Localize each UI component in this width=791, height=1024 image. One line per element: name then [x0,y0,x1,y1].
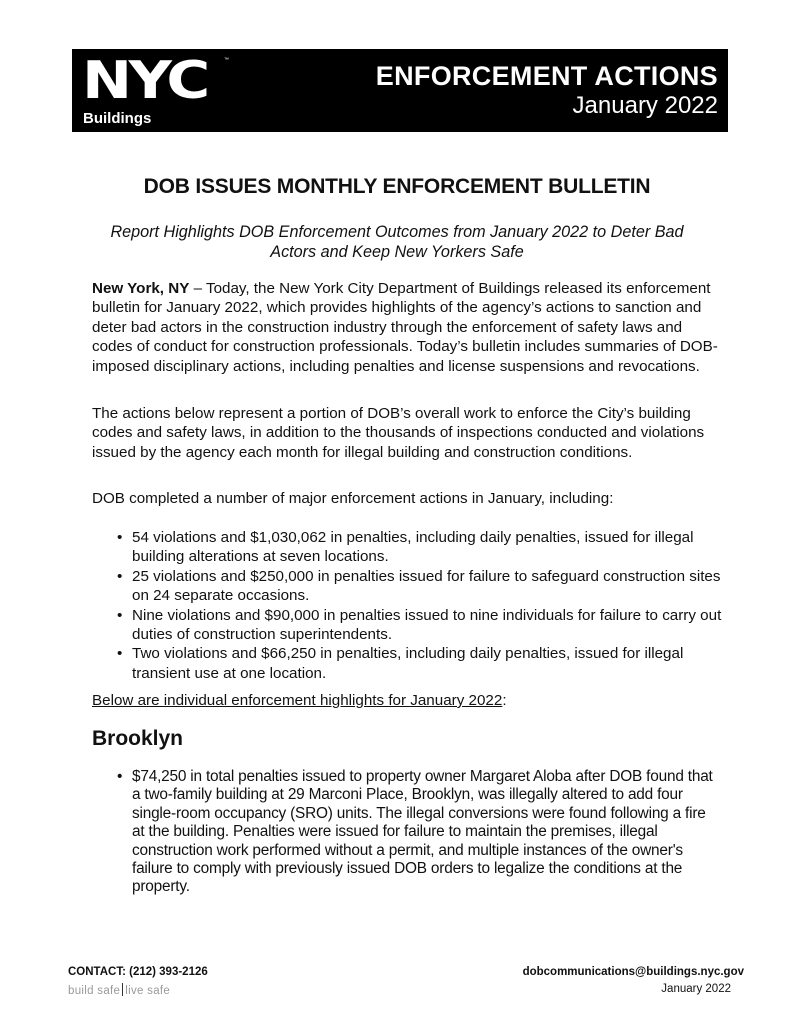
summary-intro-paragraph: DOB completed a number of major enforcement actions in January, including: [92,490,614,507]
dateline: New York, NY [92,280,190,297]
headline: DOB ISSUES MONTHLY ENFORCEMENT BULLETIN [143,175,651,198]
subheadline: Report Highlights DOB Enforcement Outcomes from January 2022 to Deter Bad Actors and Keep New Yorkers Safe [110,223,684,261]
bullet-icon: • [117,529,123,546]
footer-tagline [68,983,170,997]
tagline-live-safe: live safe [125,985,171,997]
context-paragraph: The actions below represent a portion of DOB’s overall work to enforce the City’s building codes and safety laws, in addition to the thousands of inspections conducted and violations issued by the agency each month for illegal building and construction conditions. [92,405,705,461]
bullet-icon: • [117,645,123,663]
tagline-divider [122,983,123,996]
bullet-icon: • [117,768,123,785]
logo-trademark: ™ [224,57,229,63]
summary-bullet [92,644,722,683]
banner-date: January 2022 [572,92,718,119]
summary-bullet [92,606,722,645]
bullet-text: 54 violations and $1,030,062 in penalties, including daily penalties, issued for illegal building alterations at seven locations. [132,529,694,566]
banner-title: ENFORCEMENT ACTIONS [375,61,718,91]
intro-text: – Today, the New York City Department of Buildings released its enforcement bulletin for January 2022, which provides highlights of the agency’s actions to sanction and deter bad actors in the construction industry through the enforcement of safety laws and codes of conduct for construction professionals. Today’s bulletin includes summaries of DOB-imposed disciplinary actions, including penalties and license suspensions and revocations. [92,280,718,375]
footer-contact: CONTACT: (212) 393-2126 [68,966,208,978]
footer-email: dobcommunications@buildings.nyc.gov [522,966,744,978]
summary-bullet [92,528,722,567]
highlights-intro-underlined: Below are individual enforcement highlights for January 2022 [92,692,503,709]
bullet-text: 25 violations and $250,000 in penalties issued for failure to safeguard construction sites on 24 separate occasions. [132,567,721,605]
bullet-text: Two violations and $66,250 in penalties, including daily penalties, issued for illegal transient use at one location. [132,645,684,682]
nyc-buildings-logo [82,51,232,127]
highlights-intro [92,691,507,710]
brooklyn-bullet-list [92,768,722,897]
intro-paragraph [92,279,722,376]
tagline-build-safe: build safe [68,985,121,997]
summary-bullet-list [92,528,722,683]
highlight-bullet [92,768,722,897]
logo-subtitle: Buildings [83,110,152,127]
footer-date: January 2022 [661,983,731,995]
bullet-icon: • [117,567,123,585]
logo-wordmark: NYC [82,51,207,111]
bullet-icon: • [117,606,123,624]
bullet-text: Nine violations and $90,000 in penalties issued to nine individuals for failure to carry out duties of construction superintendents. [132,606,722,644]
bullet-text: $74,250 in total penalties issued to property owner Margaret Aloba after DOB found that a two-family building at 29 Marconi Place, Brooklyn, was illegally altered to add four single-room occupancy (SRO) units. The illegal conversions were found following a fire at the building. Penalties were issued for failure to maintain the premises, illegal construction work performed without a permit, and multiple instances of the owner's failure to comply with previously issued DOB orders to legalize the conditions at the property. [132,768,713,896]
header-banner [72,49,728,132]
section-title-brooklyn: Brooklyn [92,727,184,750]
summary-bullet [92,567,722,606]
highlights-intro-suffix: : [502,692,507,709]
